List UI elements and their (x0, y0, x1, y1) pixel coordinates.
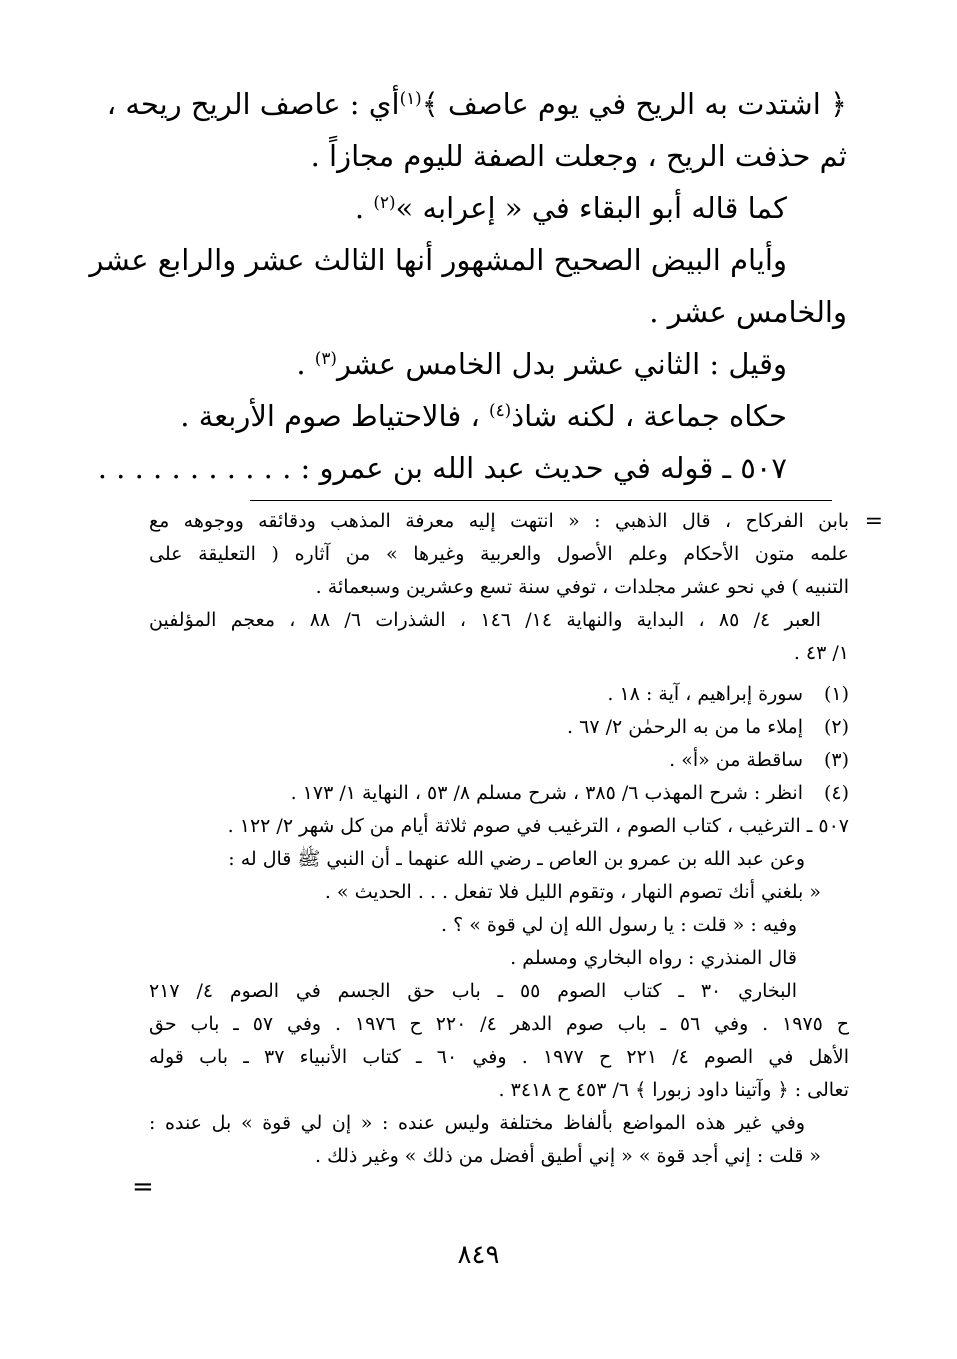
footnote-number: (٤) (823, 782, 849, 804)
main-line: والخامس عشر . (649, 295, 847, 329)
footnote-number: (١) (823, 683, 849, 705)
quran-quote: ﴿ اشتدت به الريح في يوم عاصف ﴾ (421, 87, 847, 121)
main-line: ثم حذفت الريح ، وجعلت الصفة لليوم مجازاً . (310, 139, 847, 173)
footnote-line: وفي غير هذه المواضع بألفاظ مختلفة وليس عنده : « إن لي قوة » بل عنده : (149, 1112, 805, 1134)
footnote-line: ح ١٩٧٥ . وفي ٥٦ ـ باب صوم الدهر ٤/ ٢٢٠ ح ١٩٧٦ . وفي ٥٧ ـ باب حق (149, 1013, 849, 1035)
text-span: سورة إبراهيم ، آية : ١٨ . (607, 683, 803, 705)
footnote-line (149, 505, 883, 538)
text-span: ساقطة من «أ» . (669, 749, 803, 771)
footnote-line: ١/ ٤٣ . (793, 642, 849, 664)
main-line: ٥٠٧ ـ قوله في حديث عبد الله بن عمرو : . . . . . . . . . . . (97, 451, 787, 485)
footnote-marker: (٣) (314, 347, 337, 368)
text-span: ، فالاحتياط صوم الأربعة . (180, 399, 480, 433)
footnote-number: (٣) (823, 749, 849, 771)
footnote-item (149, 744, 849, 777)
page-number: ٨٤٩ (457, 1240, 500, 1270)
footnotes (149, 505, 883, 1173)
footnote-line: العبر ٤/ ٨٥ ، البداية والنهاية ١٤/ ١٤٦ ، الشذرات ٦/ ٨٨ ، معجم المؤلفين (149, 609, 821, 631)
footnote-item (149, 678, 849, 711)
footnote-line: قال المنذري : رواه البخاري ومسلم . (510, 947, 797, 969)
footnote-divider (250, 500, 832, 501)
main-line (147, 338, 847, 390)
footnote-line: البخاري ٣٠ ـ كتاب الصوم ٥٥ ـ باب حق الجسم في الصوم ٤/ ٢١٧ (149, 980, 797, 1002)
text-span: كما قاله أبو البقاء في « إعرابه » (395, 191, 787, 225)
footnote-line: وفيه : « قلت : يا رسول الله إن لي قوة » ؟ . (441, 914, 797, 936)
footnote-marker: (٢) (373, 191, 396, 212)
main-line (147, 182, 847, 234)
footnote-item (149, 777, 849, 810)
text-span: أي : عاصف الريح ريحه ، (106, 87, 400, 121)
footnote-marker: (١) (399, 87, 422, 108)
footnote-line: « بلغني أنك تصوم النهار ، وتقوم الليل فلا تفعل . . . الحديث » . (324, 881, 821, 903)
continuation-mark-bottom: = (132, 1172, 154, 1202)
footnote-marker: (٤) (489, 399, 512, 420)
footnote-line: التنبيه ) في نحو عشر مجلدات ، توفي سنة تسع وعشرين وسبعمائة . (315, 576, 849, 598)
text-span: وقيل : الثاني عشر بدل الخامس عشر (336, 347, 787, 381)
text-span: حكاه جماعة ، لكنه شاذ (511, 399, 787, 433)
main-line (106, 78, 847, 130)
footnote-line: ٥٠٧ ـ الترغيب ، كتاب الصوم ، الترغيب في صوم ثلاثة أيام من كل شهر ٢/ ١٢٢ . (227, 815, 849, 837)
text-span: انظر : شرح المهذب ٦/ ٣٨٥ ، شرح مسلم ٨/ ٥٣ ، النهاية ١/ ١٧٣ . (290, 782, 803, 804)
continuation-mark: = (864, 509, 883, 534)
footnote-line: الأهل في الصوم ٤/ ٢٢١ ح ١٩٧٧ . وفي ٦٠ ـ كتاب الأنبياء ٣٧ ـ باب قوله (149, 1046, 849, 1068)
text-span: بابن الفركاح ، قال الذهبي : « انتهت إليه معرفة المذهب ودقائقه ووجوهه مع (149, 510, 849, 532)
main-line (147, 390, 847, 442)
text-span: إملاء ما من به الرحمٰن ٢/ ٦٧ . (567, 716, 803, 738)
footnote-line: وعن عبد الله بن عمرو بن العاص ـ رضي الله عنهما ـ أن النبي ﷺ قال له : (228, 848, 805, 870)
text-span: . (354, 191, 365, 225)
footnote-line: علمه متون الأحكام وعلم الأصول والعربية وغيرها » من آثاره ( التعليقة على (149, 543, 849, 565)
text-span: . (296, 347, 306, 381)
footnote-line: تعالى : ﴿ وآتينا داود زبورا ﴾ ٦/ ٤٥٣ ح ٣٤١٨ . (498, 1079, 849, 1101)
footnote-item (149, 711, 849, 744)
footnote-line: « قلت : إني أجد قوة » « إني أطيق أفضل من ذلك » وغير ذلك . (315, 1145, 821, 1167)
footnote-number: (٢) (823, 716, 849, 738)
main-text (89, 78, 847, 494)
main-line: وأيام البيض الصحيح المشهور أنها الثالث عشر والرابع عشر (89, 243, 787, 277)
